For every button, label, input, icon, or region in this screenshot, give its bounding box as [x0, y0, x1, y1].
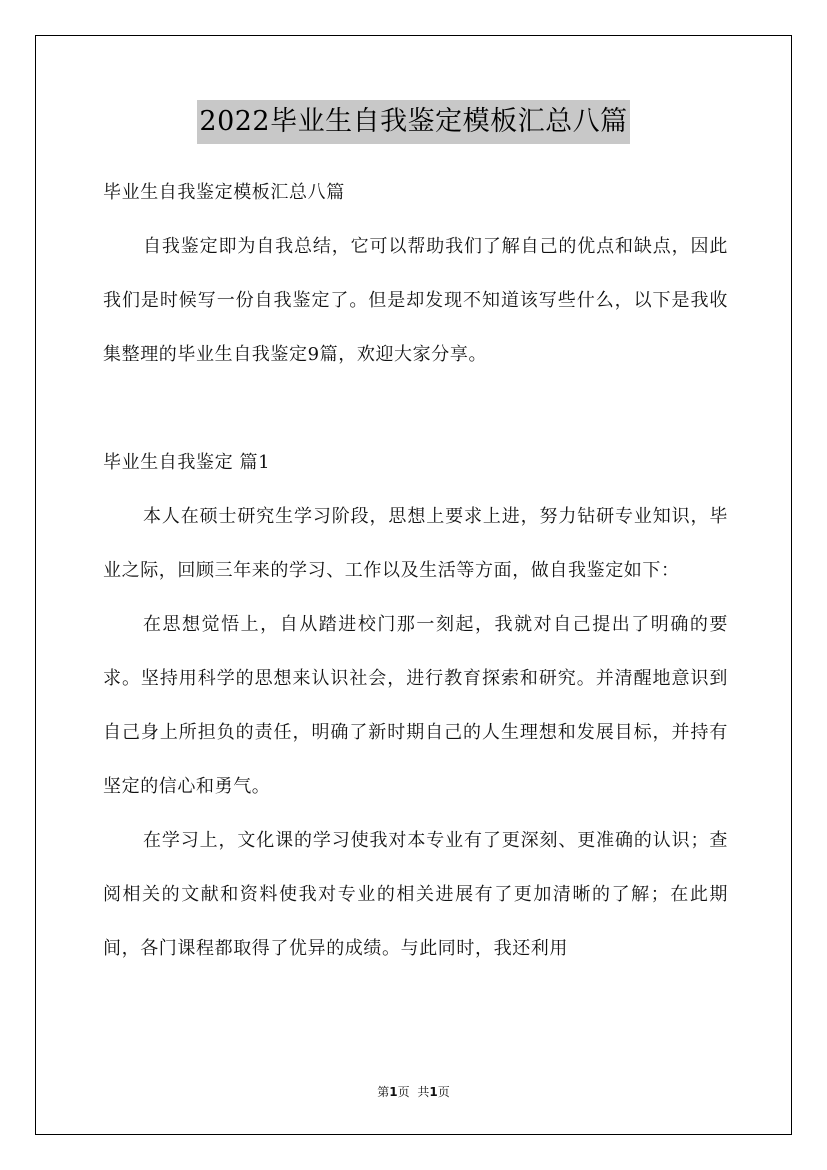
total-suffix: 页 [437, 1085, 450, 1099]
page-suffix: 页 [397, 1085, 410, 1099]
document-title: 2022毕业生自我鉴定模板汇总八篇 [197, 100, 629, 144]
title-container [0, 100, 827, 144]
page-number: 1 [389, 1085, 398, 1099]
body-paragraph-1: 本人在硕士研究生学习阶段，思想上要求上进，努力钻研专业知识，毕业之际，回顾三年来的学习、工作以及生活等方面，做自我鉴定如下： [103, 506, 728, 581]
blank-line [103, 382, 728, 436]
intro-paragraph: 自我鉴定即为自我总结，它可以帮助我们了解自己的优点和缺点，因此我们是时候写一份自我鉴定了。但是却发现不知道该写些什么，以下是我收集整理的毕业生自我鉴定9篇，欢迎大家分享。 [103, 236, 728, 365]
document-body [103, 166, 728, 976]
body-paragraph-2: 在思想觉悟上，自从踏进校门那一刻起，我就对自己提出了明确的要求。坚持用科学的思想来认识社会，进行教育探索和研究。并清醒地意识到自己身上所担负的责任，明确了新时期自己的人生理想和发展目标，并持有坚定的信心和勇气。 [103, 614, 728, 797]
page-prefix: 第 [377, 1085, 390, 1099]
document-subtitle: 毕业生自我鉴定模板汇总八篇 [103, 182, 345, 203]
section-heading: 毕业生自我鉴定 篇1 [103, 452, 271, 473]
total-prefix: 共 [417, 1085, 430, 1099]
body-paragraph-3: 在学习上，文化课的学习使我对本专业有了更深刻、更准确的认识；查阅相关的文献和资料使我对专业的相关进展有了更加清晰的了解；在此期间，各门课程都取得了优异的成绩。与此同时，我还利用 [103, 830, 728, 959]
total-pages: 1 [429, 1085, 438, 1099]
page-footer [0, 1083, 827, 1101]
